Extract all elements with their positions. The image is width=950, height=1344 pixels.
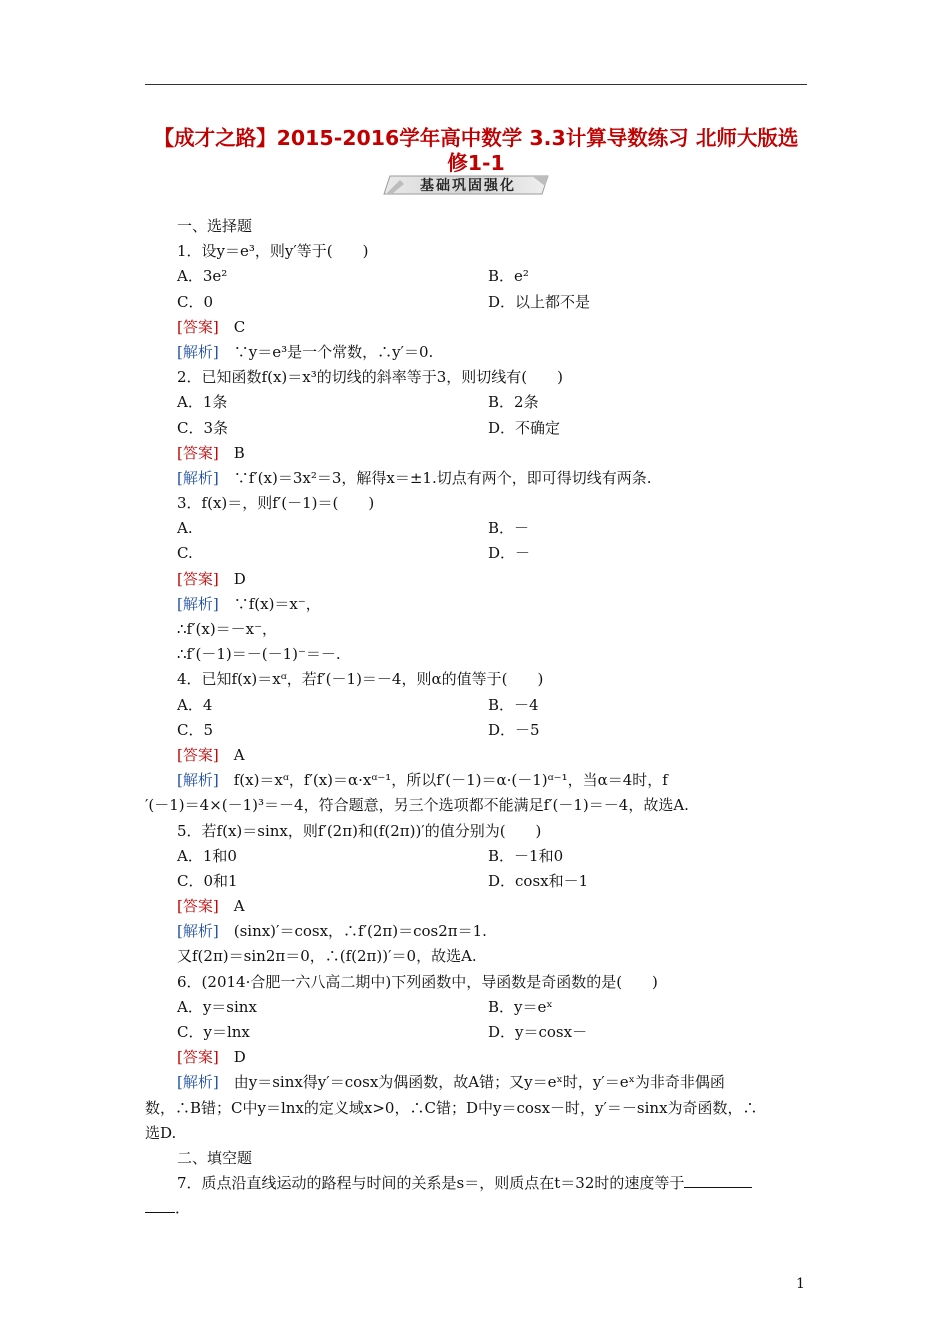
document-title	[145, 126, 807, 176]
section-heading-fill: 二、填空题	[177, 1148, 253, 1167]
analysis-4-cont: ′(－1)＝4×(－1)³＝－4，符合题意，另三个选项都不能满足f′(－1)＝－4，故选A.	[145, 796, 689, 815]
question-7: 7．质点沿直线运动的路程与时间的关系是s＝，则质点在t＝32时的速度等于	[145, 1171, 807, 1196]
options-row: A．3e² B．e²	[177, 267, 529, 286]
banner-ribbon-icon	[382, 174, 554, 198]
options-row: C．y＝lnx D．y＝cosx－	[177, 1023, 588, 1041]
question-6: 6．(2014·合肥一六八高二期中)下列函数中，导函数是奇函数的是( )	[177, 972, 658, 991]
answer-5: [答案] A	[177, 897, 245, 916]
answer-6: [答案] D	[177, 1048, 246, 1067]
answer-1: [答案] C	[177, 317, 246, 336]
question-7-cont: ．	[145, 1196, 807, 1221]
exercise-content	[145, 214, 807, 1222]
answer-2: [答案] B	[177, 443, 245, 462]
answer-blank[interactable]	[145, 1198, 175, 1213]
analysis-3-cont: ∴f′(－1)＝－(－1)⁻＝－.	[177, 645, 341, 664]
answer-4: [答案] A	[177, 745, 245, 764]
options-row: A. B．－	[177, 519, 530, 538]
options-row: A．1条 B．2条	[177, 393, 539, 412]
options-row: C．5 D．－5	[177, 720, 540, 739]
title-line-2: 修1-1	[447, 151, 505, 175]
analysis-6-cont: 选D.	[145, 1123, 177, 1142]
options-row: C．0 D．以上都不是	[177, 292, 591, 311]
options-row: C. D．－	[177, 544, 531, 563]
section-heading-choice: 一、选择题	[177, 217, 253, 235]
question-1: 1．设y＝e³，则y′等于( )	[177, 242, 369, 261]
analysis-4: [解析] f(x)＝xᵅ，f′(x)＝α·xᵅ⁻¹，所以f′(－1)＝α·(－1)ᵅ⁻¹，当α＝4时，f	[177, 771, 668, 790]
options-row: A．1和0 B．－1和0	[177, 846, 564, 865]
answer-3: [答案] D	[177, 569, 246, 588]
options-row: C．3条 D．不确定	[177, 418, 561, 437]
analysis-3-cont: ∴f′(x)＝－x⁻，	[177, 620, 278, 638]
header-rule	[145, 84, 807, 85]
options-row: A．y＝sinx B．y＝eˣ	[177, 997, 553, 1016]
analysis-5: [解析] (sinx)′＝cosx，∴f′(2π)＝cos2π＝1.	[177, 922, 487, 941]
analysis-3: [解析] ∵f(x)＝x⁻，	[177, 594, 321, 613]
question-4: 4．已知f(x)＝xᵅ，若f′(－1)＝－4，则α的值等于( )	[177, 670, 544, 689]
analysis-6-cont: 数，∴B错；C中y＝lnx的定义域x>0，∴C错；D中y＝cosx－时，y′＝－sinx为奇函数，∴	[145, 1098, 758, 1117]
answer-blank[interactable]	[684, 1173, 752, 1188]
question-3: 3．f(x)＝，则f′(－1)＝( )	[177, 494, 375, 513]
page-number: 1	[796, 1276, 805, 1292]
banner-text: 基础巩固强化	[420, 178, 516, 194]
analysis-5-cont: 又f(2π)＝sin2π＝0，∴(f(2π))′＝0，故选A.	[177, 947, 477, 966]
question-2: 2．已知函数f(x)＝x³的切线的斜率等于3，则切线有( )	[177, 368, 563, 387]
analysis-1: [解析] ∵y＝e³是一个常数，∴y′＝0.	[177, 342, 434, 361]
analysis-6: [解析] 由y＝sinx得y′＝cosx为偶函数，故A错；又y＝eˣ时，y′＝eˣ为非奇非偶函	[177, 1073, 725, 1092]
options-row: C．0和1 D．cosx和－1	[177, 871, 589, 890]
question-5: 5．若f(x)＝sinx，则f′(2π)和(f(2π))′的值分别为( )	[177, 821, 542, 840]
analysis-2: [解析] ∵f′(x)＝3x²＝3，解得x＝±1.切点有两个，即可得切线有两条.	[177, 468, 652, 487]
options-row: A．4 B．－4	[177, 695, 539, 714]
section-banner	[382, 174, 554, 198]
title-line-1: 【成才之路】2015-2016学年高中数学 3.3计算导数练习 北师大版选	[153, 126, 799, 150]
